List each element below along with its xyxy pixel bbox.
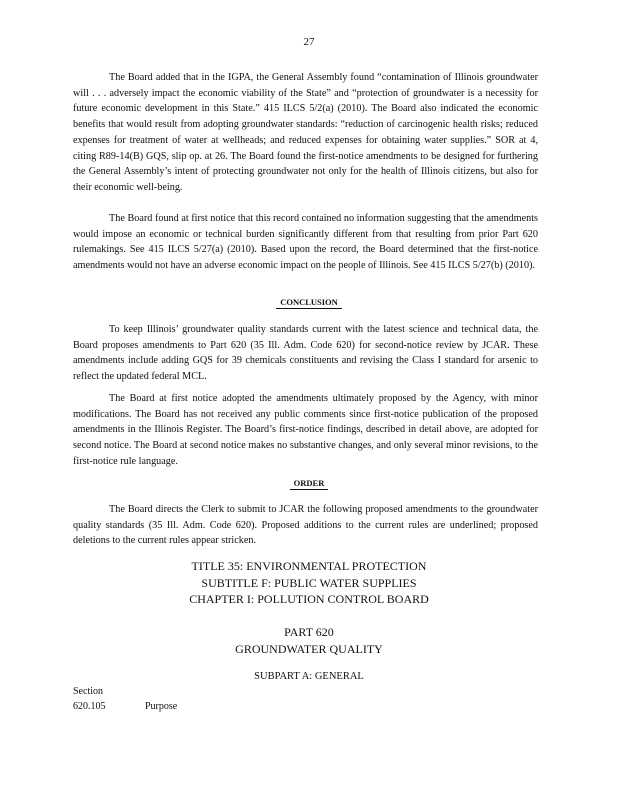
part-line: PART 620 (284, 625, 334, 639)
paragraph-economic-benefits (73, 70, 538, 196)
paragraph-economic-impact (73, 211, 538, 274)
part-name-line: GROUNDWATER QUALITY (235, 641, 383, 656)
paragraph-text: The Board found at first notice that this record contained no information suggesting that the amendments would impose an economic or technical burden significantly different from that resulting from prior Part 620 rulemakings. See 415 ILCS 5/27(a) (2010). Based upon the record, the Board determined that the first-notice amendments would not have an adverse economic impact on the people of Illinois. See 415 ILCS 5/27(b) (2010). (73, 213, 538, 272)
page-number: 27 (303, 36, 315, 48)
chapter-line: CHAPTER I: POLLUTION CONTROL BOARD (189, 592, 429, 606)
section-list (73, 684, 177, 714)
conclusion-heading: CONCLUSION (0, 297, 618, 307)
subpart-heading: SUBPART A: GENERAL (254, 671, 364, 682)
title-line: TITLE 35: ENVIRONMENTAL PROTECTION (191, 559, 427, 573)
paragraph-text: The Board added that in the IGPA, the General Assembly found “contamination of Illinois groundwater will . . . adversely impact the economic viability of the State” and “protection of groundwater is a necessity for future economic development in this State.” 415 ILCS 5/2(a) (2010). The Board also indicated the economic benefits that would result from adopting groundwater standards: “reduction of carcinogenic health risks; reduced expenses for treatment of water at wellheads; and reduced expenses for obtaining water supplies.” SOR at 4, citing R89-14(B) GQS, slip op. at 26. The Board found the first-notice amendments to be designed for furthering the General Assembly’s intent of protecting groundwater not only for the health of Illinois citizens, but also for their economic well-being. (73, 72, 538, 193)
section-number: 620.105 (73, 701, 106, 712)
section-title: Purpose (145, 701, 178, 712)
paragraph-text: To keep Illinois’ groundwater quality standards current with the latest science and technical data, the Board proposes amendments to Part 620 (35 Ill. Adm. Code 620) for second-notice review by JCAR. These amendments include adding GQS for 39 chemicals constituents and revising the Class I standard for arsenic to reflect the updated federal MCL. (73, 324, 538, 383)
paragraph-first-notice (73, 391, 538, 470)
part-block (0, 624, 618, 657)
paragraph-proposal (73, 322, 538, 385)
subtitle-line: SUBTITLE F: PUBLIC WATER SUPPLIES (201, 575, 417, 590)
paragraph-order (73, 502, 538, 549)
paragraph-text: The Board at first notice adopted the amendments ultimately proposed by the Agency, with minor modifications. The Board has not received any public comments since first-notice publication of the proposed amendments in the Illinois Register. The Board’s first-notice findings, described in detail above, are adopted for second notice. The Board at second notice makes no substantive changes, and only several minor revisions, to the first-notice rule language. (73, 393, 538, 467)
title-block (0, 558, 618, 608)
section-row (73, 699, 177, 714)
order-heading: ORDER (0, 478, 618, 488)
paragraph-text: The Board directs the Clerk to submit to JCAR the following proposed amendments to the groundwater quality standards (35 Ill. Adm. Code 620). Proposed additions to the current rules are underlined; proposed deletions to the current rules appear stricken. (73, 504, 538, 547)
section-label: Section (73, 686, 103, 697)
